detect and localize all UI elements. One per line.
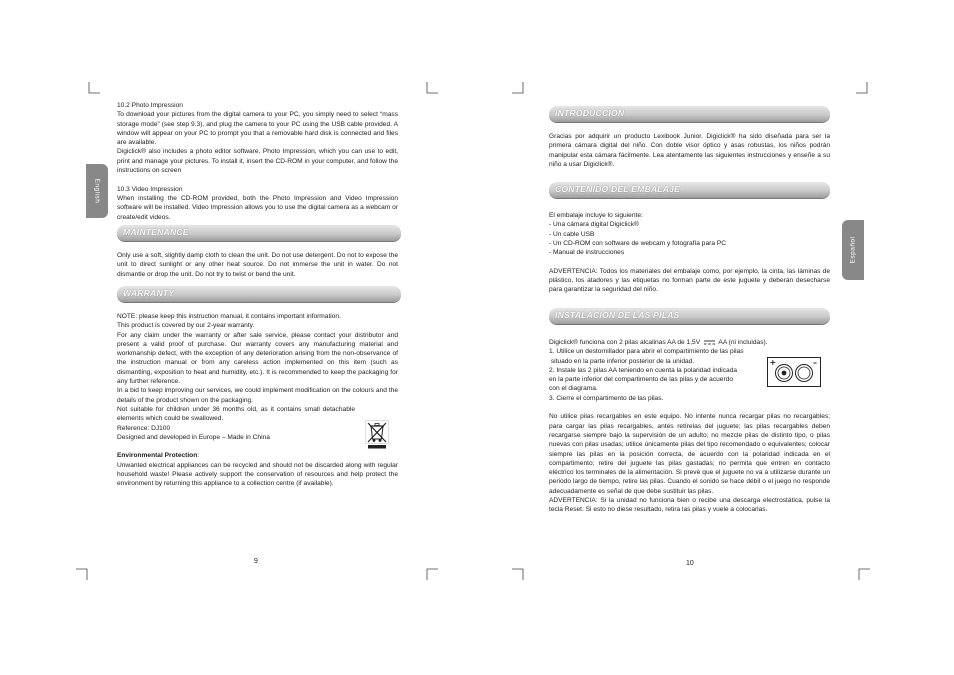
page-number: 10 bbox=[686, 560, 694, 567]
crop-mark bbox=[512, 82, 524, 94]
crop-mark bbox=[76, 568, 88, 580]
page-number: 9 bbox=[254, 558, 258, 565]
list-item: - Un cable USB bbox=[549, 230, 595, 238]
left-page-upper-text bbox=[117, 101, 398, 222]
battery-step: 1. Utilice un destornillador para abrir el compartimiento de las pilas bbox=[549, 348, 744, 356]
battery-minus-label: – bbox=[813, 358, 817, 367]
warranty-paragraph: This product is covered by our 2-year warranty. bbox=[117, 322, 255, 330]
photo-impression-paragraph: Digiclick® also includes a photo editor software, Photo Impression, which you can use to edit, print and manage your pictures. To install it, insert the CD-ROM in your computer, and follow the instructions on screen bbox=[117, 148, 398, 175]
maintenance-text bbox=[117, 251, 398, 279]
contenido-warning: ADVERTENCIA: Todos los materiales del embalaje como, por ejemplo, la cinta, las láminas de plástico, los atadores y las etiquetas no forman parte de este juguete y deberán desecharse para garantizar la seguridad del niño. bbox=[549, 267, 830, 294]
maintenance-section-header bbox=[117, 225, 401, 241]
direct-current-symbol-icon bbox=[704, 340, 715, 345]
warranty-text bbox=[117, 312, 398, 489]
crop-mark bbox=[88, 82, 100, 94]
introduccion-paragraph: Gracias por adquirir un producto Lexibook Junior. Digiclick® ha sido diseñada para ser la primera cámara digital del niño. Con doble visor óptico y asas robustas, los niños podrán manipular esta cámara fácilmente. Lea atentamente las siguientes instrucciones y enseñe a su niño a usar Digiclick®. bbox=[549, 133, 830, 168]
crop-mark bbox=[856, 82, 868, 94]
warranty-paragraph: In a bid to keep improving our services, we could implement modification on the colours and the details of the product shown on the packaging. bbox=[117, 387, 398, 404]
language-tab-label: Español bbox=[849, 236, 857, 264]
section-header-title: INTRODUCCIÓN bbox=[555, 108, 625, 118]
batteries-intro: Digiclick® funciona con 2 pilas alcalinas AA de 1,5V AA (ni incluidas). bbox=[549, 339, 768, 346]
language-tab-english bbox=[86, 164, 108, 218]
battery-step: 2. Instale las 2 pilas AA teniendo en cuenta la polaridad indicada bbox=[549, 366, 738, 374]
battery-step: situado en la parte inferior posterior de la unidad. bbox=[549, 357, 695, 365]
video-impression-paragraph: When installing the CD-ROM provided, both the Photo Impression and Video Impression software will be installed. Video Impression allows you to use the digital camera as a webcam or create/edit videos. bbox=[117, 194, 398, 221]
photo-impression-heading: 10.2 Photo Impression bbox=[117, 102, 183, 109]
video-impression-heading: 10.3 Video Impression bbox=[117, 185, 183, 193]
contenido-intro: El embalaje incluye lo siguiente: bbox=[549, 212, 643, 219]
reset-warning-paragraph: ADVERTENCIA: Si la unidad no funciona bien o recibe una descarga electrostática, pulse la tecla Reset. Si esto no diese resultado, retira las pilas y vuele a colocarlas. bbox=[549, 497, 830, 514]
product-reference: Reference: DJ100 bbox=[117, 424, 171, 432]
language-tab-label: English bbox=[93, 178, 101, 204]
list-item: - Manual de instrucciones bbox=[549, 249, 625, 257]
list-item: - Una cámara digital Digiclick® bbox=[549, 221, 639, 229]
language-tab-espanol bbox=[842, 220, 864, 280]
section-header-title: MAINTENANCE bbox=[123, 227, 189, 237]
crop-mark bbox=[858, 568, 870, 580]
warranty-paragraph: For any claim under the warranty or after sale service, please contact your distributor and present a valid proof of purchase. Our warranty covers any manufacturing material and workmanship defect, with the exception of any deterioration arising from the non-observance of the instruction manual or from any careless action implemented on this item (such as dismantling, exposition to heat and humidity, etc.). It is recommended to keep the packaging for any further reference. bbox=[117, 331, 398, 386]
crop-mark bbox=[426, 568, 438, 580]
battery-polarity-diagram bbox=[767, 357, 821, 392]
photo-impression-paragraph: To download your pictures from the digital camera to your PC, you simply need to select “mass storage mode” (see step 9.3), and plug the camera to your PC using the USB cable provided. A window will appear on your PC to prompt you that a removable hard disk is connected and files are available. bbox=[117, 111, 398, 147]
warranty-paragraph: Not suitable for children under 36 months old, as it contains small detachable elements which could be swallowed. bbox=[117, 405, 355, 423]
battery-step: 3. Cierre el compartimento de las pilas. bbox=[549, 394, 664, 402]
battery-step: en la parte inferior del compartimento de las pilas y de acuerdo bbox=[549, 376, 733, 384]
origin-statement: Designed and developed in Europe – Made in China bbox=[117, 433, 270, 441]
contenido-text bbox=[549, 211, 830, 295]
instalacion-pilas-section-header bbox=[549, 308, 830, 324]
warranty-section-header bbox=[117, 286, 401, 302]
battery-step: con el diagrama. bbox=[549, 385, 598, 393]
introduccion-text bbox=[549, 132, 830, 169]
section-header-title: CONTENIDO DEL EMBALAJE bbox=[555, 184, 681, 194]
section-header-title: WARRANTY bbox=[123, 288, 175, 298]
environmental-protection-paragraph: Unwanted electrical appliances can be recycled and should not be discarded along with regular household waste! Please actively support the conservation of resources and help protect the environment by returning this appliance to a collection centre (if available). bbox=[117, 461, 398, 488]
contenido-section-header bbox=[549, 182, 830, 198]
battery-plus-label: + bbox=[769, 358, 777, 367]
warranty-paragraph: NOTE: please keep this instruction manual, it contains important information. bbox=[117, 313, 341, 320]
crop-mark bbox=[512, 568, 524, 580]
crop-mark bbox=[426, 82, 438, 94]
maintenance-paragraph: Only use a soft, slightly damp cloth to clean the unit. Do not use detergent. Do not to expose the unit to direct sunlight or any other heat source. Do not immerse the unit in water. Do not dismantle or drop the unit. Do not try to twist or bend the unit. bbox=[117, 252, 398, 278]
section-header-title: INSTALACIÓN DE LAS PILAS bbox=[555, 310, 680, 320]
list-item: - Un CD-ROM con software de webcam y fotografía para PC bbox=[549, 239, 726, 247]
environmental-protection-heading: Environmental Protection: bbox=[117, 452, 200, 460]
introduccion-section-header bbox=[549, 106, 830, 122]
battery-warning-paragraph: No utilice pilas recargables en este equipo. No intente nunca recargar pilas no recargables; para cargar las pilas recargables, antes retírelas del juguete; las pilas recargables deben recargarse siempre bajo la supervisión de un adulto; no mezcle pilas de distinto tipo, o pilas nuevas con pilas usadas; utilice únicamente pilas del tipo recomendado o equivalentes; colocar siempre las pilas en la posición correcta, de acuerdo con la polaridad indicada en el compartimento; retire del juguete las pilas gastadas; no permita que entren en contacto eléctrico los terminales de la alimentación. Si prevé que el juguete no va a utilizarse durante un periodo largo de tiempo, retire las pilas. Cuando el sonido se hace débil o el juego no responde adecuadamente es señal de que debe sustituir las pilas. bbox=[549, 413, 830, 495]
crossed-out-wheelie-bin-icon bbox=[365, 420, 389, 455]
